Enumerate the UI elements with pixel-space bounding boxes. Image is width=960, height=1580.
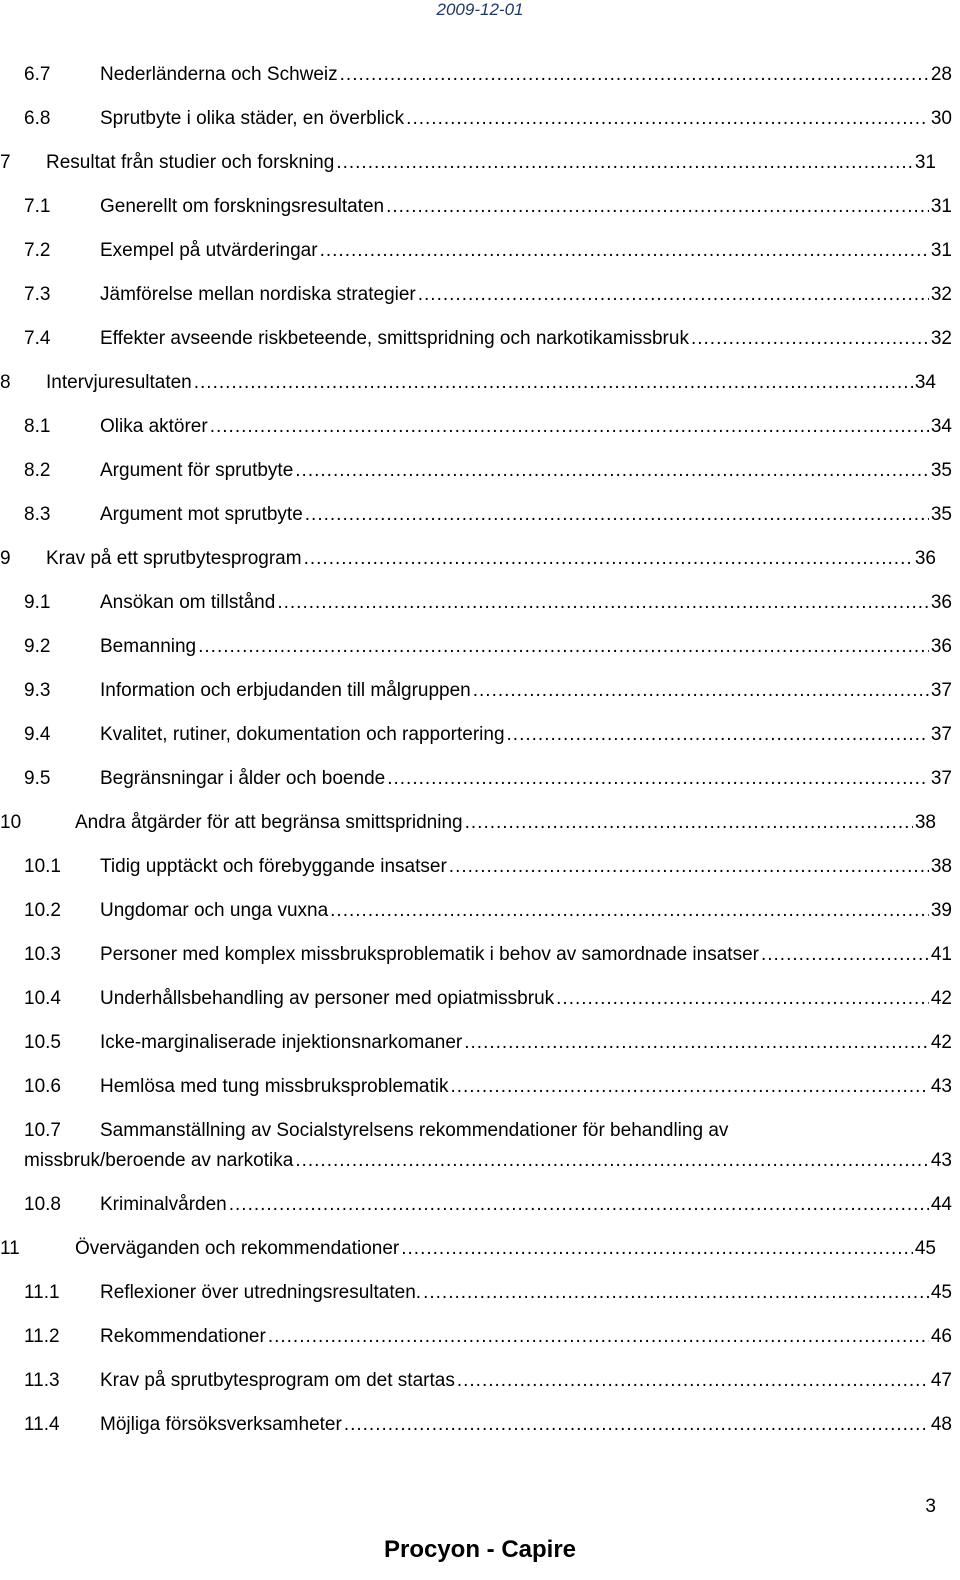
toc-entry-page: 45: [930, 1282, 952, 1303]
toc-entry-page: 46: [930, 1326, 952, 1347]
toc-entry[interactable]: [0, 852, 960, 882]
toc-entry-title: Reflexioner över utredningsresultaten.: [100, 1282, 422, 1303]
toc-entry-page: 41: [930, 944, 952, 965]
header-date: 2009-12-01: [436, 0, 524, 19]
toc-entry-title: Överväganden och rekommendationer: [75, 1238, 400, 1259]
toc-entry-number: 7.4: [24, 328, 51, 349]
toc-entry[interactable]: [0, 632, 960, 662]
toc-entry-title: Sammanställning av Socialstyrelsens rekommendationer för behandling av: [100, 1120, 729, 1141]
toc-entry-title: Hemlösa med tung missbruksproblematik: [100, 1076, 449, 1097]
toc-entry-line: [100, 984, 952, 1014]
toc-entry-line: [100, 324, 952, 354]
toc-entry-number: 9.5: [24, 768, 51, 789]
toc-entry-number: 10.6: [24, 1076, 61, 1097]
toc-entry-line: [100, 632, 952, 662]
toc-entry[interactable]: [0, 412, 960, 442]
toc-entry-line-2: [24, 1146, 952, 1176]
toc-entry-title: Argument för sprutbyte: [100, 460, 294, 481]
toc-entry-number: 10.8: [24, 1194, 61, 1215]
toc-entry-title: Jämförelse mellan nordiska strategier: [100, 284, 416, 305]
toc-entry-title: Begränsningar i ålder och boende: [100, 768, 386, 789]
toc-entry-title: Möjliga försöksverksamheter: [100, 1414, 342, 1435]
toc-entry-number: 6.8: [24, 108, 51, 129]
toc-entry-page: 34: [930, 416, 952, 437]
toc-entry-number: 11.4: [24, 1414, 60, 1435]
toc-entry-title: Rekommendationer: [100, 1326, 266, 1347]
toc-entry-page: 37: [930, 680, 952, 701]
toc-entry-line: [100, 676, 952, 706]
toc-entry-number: 10.2: [24, 900, 61, 921]
toc-entry-line: [100, 720, 952, 750]
toc-entry-line: [100, 1116, 952, 1146]
toc-entry-line: [46, 148, 936, 178]
toc-entry[interactable]: [0, 1072, 960, 1102]
toc-entry[interactable]: [0, 60, 960, 90]
toc-entry-title: Kriminalvården: [100, 1194, 227, 1215]
toc-entry-page: 42: [930, 1032, 952, 1053]
toc-entry-line: [100, 896, 952, 926]
toc-entry-number: 7.3: [24, 284, 51, 305]
toc-entry-page: 45: [914, 1238, 936, 1259]
toc-entry-number: 7.1: [24, 196, 51, 217]
page-number: 3: [925, 1496, 936, 1517]
toc-entry-line: [100, 1322, 952, 1352]
toc-entry[interactable]: [0, 720, 960, 750]
toc-entry-line: [75, 1234, 936, 1264]
toc-entry-page: 36: [914, 548, 936, 569]
toc-entry-title: Krav på ett sprutbytesprogram: [46, 548, 302, 569]
toc-entry[interactable]: [0, 500, 960, 530]
toc-entry-title: Tidig upptäckt och förebyggande insatser: [100, 856, 447, 877]
toc-dot-leader: [386, 192, 929, 222]
toc-entry-title-continued: missbruk/beroende av narkotika: [24, 1150, 294, 1171]
toc-dot-leader: [473, 676, 929, 706]
toc-entry-title: Bemanning: [100, 636, 197, 657]
toc-entry[interactable]: [0, 676, 960, 706]
toc-entry-page: 30: [930, 108, 952, 129]
toc-entry-title: Kvalitet, rutiner, dokumentation och rapportering: [100, 724, 505, 745]
toc-entry[interactable]: [0, 588, 960, 618]
toc-entry[interactable]: [0, 368, 960, 398]
toc-entry-number: 10: [0, 812, 22, 833]
toc-entry-line: [100, 1366, 952, 1396]
toc-entry-number: 10.3: [24, 944, 61, 965]
toc-entry-page: 43: [930, 1150, 952, 1171]
toc-entry-page: 37: [930, 768, 952, 789]
toc-dot-leader: [449, 852, 929, 882]
toc-entry-number: 7: [0, 152, 11, 173]
toc-entry-line: [100, 1028, 952, 1058]
toc-entry[interactable]: [0, 808, 960, 838]
toc-entry-title: Information och erbjudanden till målgruppen: [100, 680, 471, 701]
toc-entry[interactable]: [0, 896, 960, 926]
toc-entry-line: [100, 456, 952, 486]
toc-dot-leader: [229, 1190, 929, 1220]
toc-entry-page: 35: [930, 504, 952, 525]
toc-dot-leader: [336, 148, 913, 178]
toc-entry-page: 44: [930, 1194, 952, 1215]
toc-entry-line: [100, 1072, 952, 1102]
toc-entry-number: 10.7: [24, 1120, 61, 1141]
toc-entry-title: Olika aktörer: [100, 416, 208, 437]
toc-entry-title: Ungdomar och unga vuxna: [100, 900, 329, 921]
toc-entry[interactable]: [0, 324, 960, 354]
toc-entry-line: [100, 1278, 952, 1308]
toc-entry[interactable]: [0, 1234, 960, 1264]
toc-dot-leader: [210, 412, 929, 442]
toc-entry-number: 11.2: [24, 1326, 60, 1347]
toc-entry-title: Krav på sprutbytesprogram om det startas: [100, 1370, 455, 1391]
toc-entry-title: Argument mot sprutbyte: [100, 504, 303, 525]
toc-dot-leader: [450, 1072, 928, 1102]
toc-entry-page: 38: [914, 812, 936, 833]
toc-entry-page: 47: [930, 1370, 952, 1391]
toc-entry[interactable]: [0, 1278, 960, 1308]
toc-dot-leader: [198, 632, 929, 662]
toc-entry-title: Resultat från studier och forskning: [46, 152, 335, 173]
toc-entry-title: Exempel på utvärderingar: [100, 240, 318, 261]
toc-entry-line: [100, 412, 952, 442]
toc-dot-leader: [305, 500, 929, 530]
toc-entry-number: 11.3: [24, 1370, 60, 1391]
toc-entry[interactable]: [0, 940, 960, 970]
toc-entry-page: 35: [930, 460, 952, 481]
toc-entry-number: 10.5: [24, 1032, 61, 1053]
toc-entry-title: Personer med komplex missbruksproblematik i behov av samordnade insatser: [100, 944, 759, 965]
toc-entry-title: Effekter avseende riskbeteende, smittspridning och narkotikamissbruk: [100, 328, 689, 349]
toc-entry-line: [75, 808, 936, 838]
toc-entry-line: [100, 60, 952, 90]
toc-entry-number: 10.1: [24, 856, 61, 877]
toc-dot-leader: [464, 1028, 929, 1058]
toc-dot-leader: [406, 104, 929, 134]
toc-entry-line: [100, 588, 952, 618]
toc-entry[interactable]: [0, 236, 960, 266]
toc-dot-leader: [691, 324, 929, 354]
toc-entry-page: 32: [930, 284, 952, 305]
toc-dot-leader: [344, 1410, 929, 1440]
toc-entry-line: [100, 1190, 952, 1220]
toc-entry[interactable]: [0, 544, 960, 574]
toc-dot-leader: [465, 808, 913, 838]
toc-entry[interactable]: [0, 984, 960, 1014]
toc-dot-leader: [418, 280, 929, 310]
toc-entry-title: Ansökan om tillstånd: [100, 592, 276, 613]
toc-entry-page: 36: [930, 592, 952, 613]
toc-entry[interactable]: [0, 1028, 960, 1058]
toc-dot-leader: [340, 60, 929, 90]
toc-entry-page: 38: [930, 856, 952, 877]
toc-dot-leader: [295, 1146, 929, 1176]
toc-dot-leader: [457, 1366, 929, 1396]
toc-entry-title: Generellt om forskningsresultaten: [100, 196, 385, 217]
toc-entry-number: 9.4: [24, 724, 51, 745]
toc-entry-title: Sprutbyte i olika städer, en överblick: [100, 108, 405, 129]
toc-dot-leader: [194, 368, 913, 398]
toc-dot-leader: [295, 456, 929, 486]
toc-entry-line: [100, 1410, 952, 1440]
toc-dot-leader: [320, 236, 929, 266]
toc-entry-page: 31: [930, 240, 952, 261]
toc-entry[interactable]: [0, 192, 960, 222]
toc-entry[interactable]: [0, 764, 960, 794]
toc-entry[interactable]: [0, 104, 960, 134]
toc-entry[interactable]: [0, 1410, 960, 1440]
toc-entry[interactable]: [0, 456, 960, 486]
toc-entry-page: 31: [930, 196, 952, 217]
toc-entry-title: Intervjuresultaten: [46, 372, 192, 393]
toc-entry[interactable]: [0, 1366, 960, 1396]
toc-dot-leader: [387, 764, 929, 794]
toc-dot-leader: [277, 588, 929, 618]
toc-entry[interactable]: [0, 280, 960, 310]
toc-dot-leader: [304, 544, 913, 574]
toc-entry[interactable]: [0, 1322, 960, 1352]
toc-entry-line: [100, 940, 952, 970]
toc-entry-number: 10.4: [24, 988, 61, 1009]
toc-entry-page: 37: [930, 724, 952, 745]
toc-entry-page: 31: [914, 152, 936, 173]
toc-entry-number: 8: [0, 372, 11, 393]
toc-dot-leader: [761, 940, 929, 970]
toc-entry-number: 9: [0, 548, 11, 569]
toc-entry-title: Andra åtgärder för att begränsa smittspridning: [75, 812, 463, 833]
toc-entry-title: Nederländerna och Schweiz: [100, 64, 338, 85]
toc-entry[interactable]: [0, 1190, 960, 1220]
toc-entry-line: [46, 544, 936, 574]
toc-entry-line: [100, 192, 952, 222]
toc-entry-line: [100, 104, 952, 134]
toc-entry-page: 28: [930, 64, 952, 85]
toc-entry-line: [100, 280, 952, 310]
toc-entry-title: Underhållsbehandling av personer med opiatmissbruk: [100, 988, 555, 1009]
toc-entry-number: 6.7: [24, 64, 51, 85]
toc-dot-leader: [401, 1234, 913, 1264]
toc-entry-number: 11.1: [24, 1282, 60, 1303]
toc-entry-number: 11: [0, 1238, 20, 1259]
toc-dot-leader: [268, 1322, 929, 1352]
toc-dot-leader: [330, 896, 929, 926]
toc-entry-number: 7.2: [24, 240, 51, 261]
footer-title: Procyon - Capire: [383, 1536, 577, 1563]
toc-dot-leader: [556, 984, 929, 1014]
toc-entry-line: [100, 764, 952, 794]
toc-entry-line: [100, 852, 952, 882]
toc-entry[interactable]: [0, 148, 960, 178]
toc-entry[interactable]: [0, 1116, 960, 1171]
toc-entry-page: 43: [930, 1076, 952, 1097]
toc-entry-number: 8.1: [24, 416, 51, 437]
toc-entry-page: 32: [930, 328, 952, 349]
toc-entry-number: 8.3: [24, 504, 51, 525]
toc-dot-leader: [423, 1278, 929, 1308]
toc-entry-page: 34: [914, 372, 936, 393]
toc-entry-number: 9.3: [24, 680, 51, 701]
toc-entry-page: 42: [930, 988, 952, 1009]
toc-entry-number: 8.2: [24, 460, 51, 481]
toc-entry-number: 9.1: [24, 592, 51, 613]
toc-entry-line: [100, 236, 952, 266]
toc-entry-page: 39: [930, 900, 952, 921]
toc-entry-line: [100, 500, 952, 530]
toc-entry-page: 36: [930, 636, 952, 657]
toc-entry-line: [46, 368, 936, 398]
toc-entry-title: Icke-marginaliserade injektionsnarkomaner: [100, 1032, 463, 1053]
toc-dot-leader: [507, 720, 929, 750]
toc-entry-page: 48: [930, 1414, 952, 1435]
toc-entry-number: 9.2: [24, 636, 51, 657]
